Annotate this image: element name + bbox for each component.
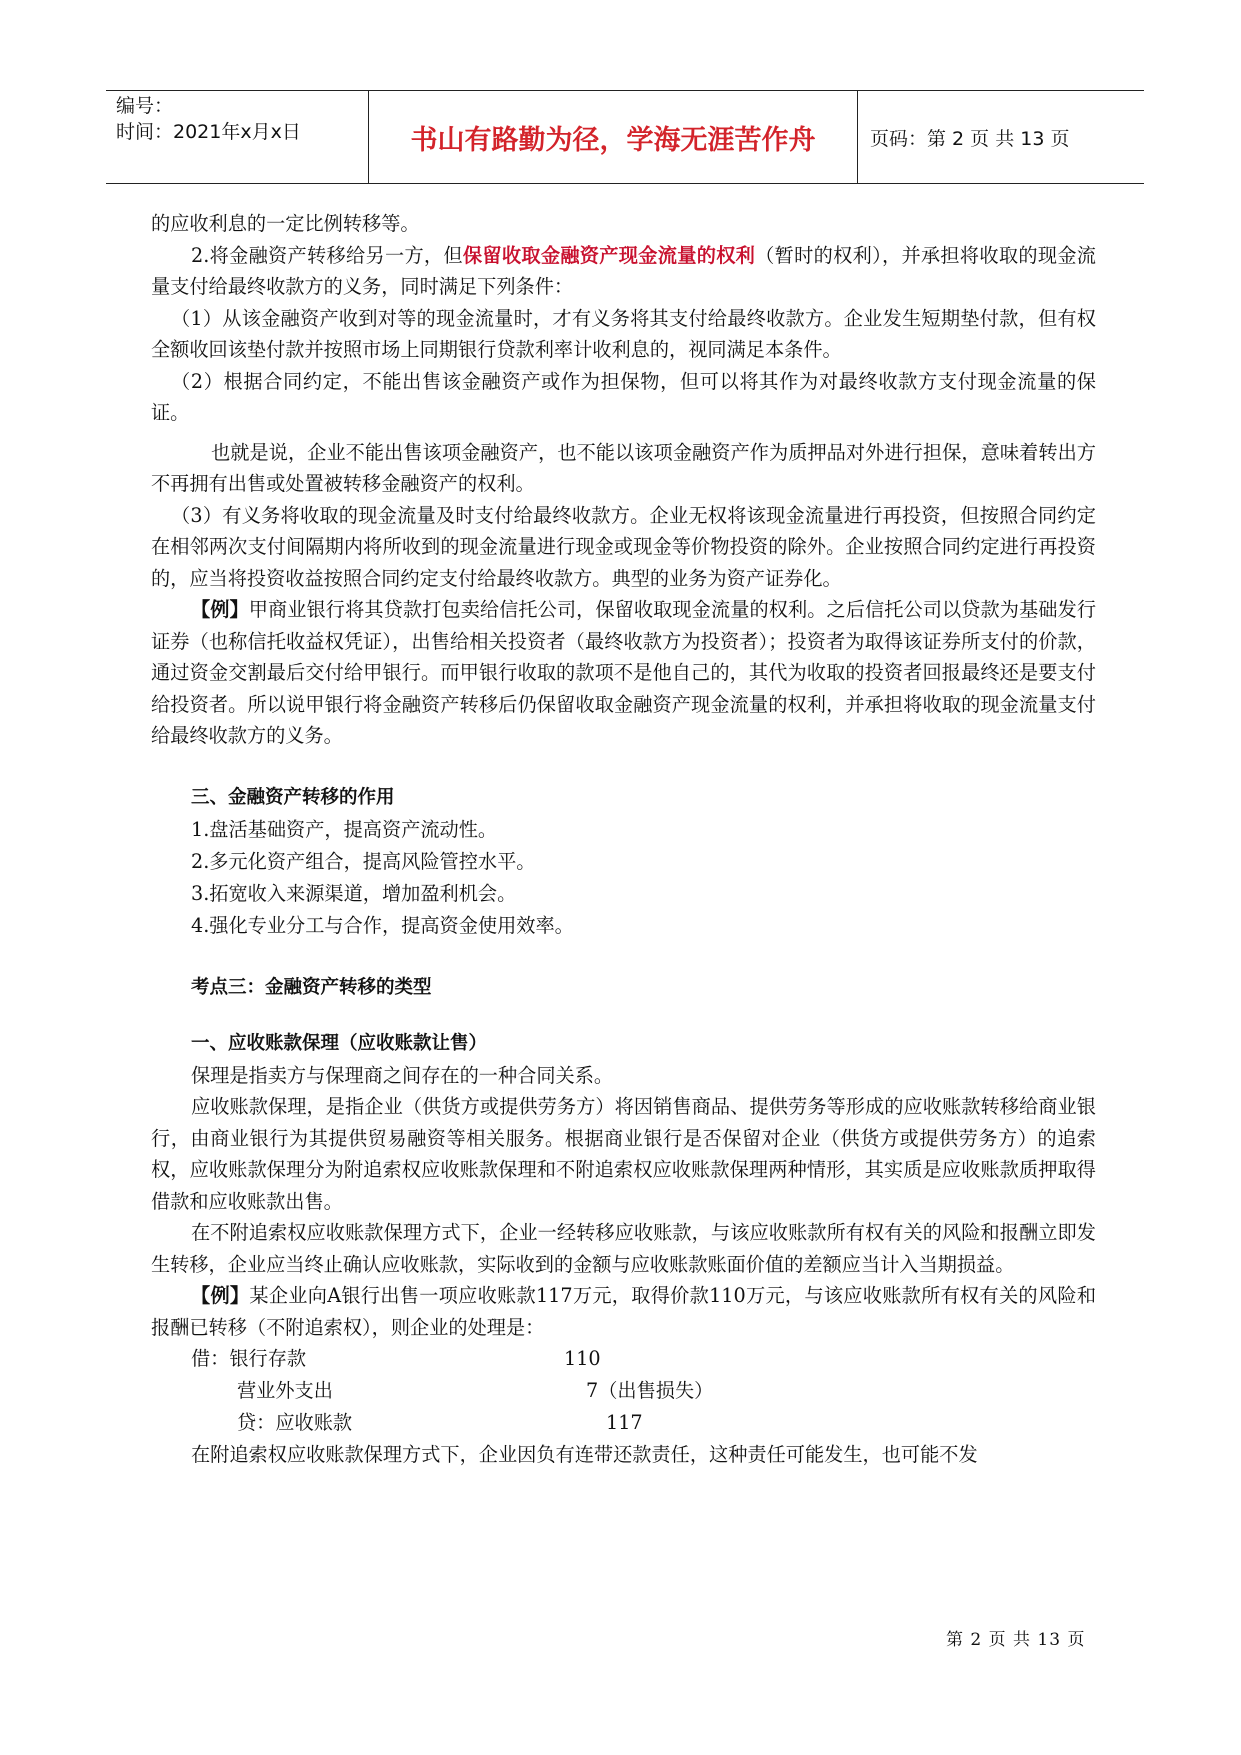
header-motto: 书山有路勤为径，学海无涯苦作舟 bbox=[368, 91, 858, 183]
list-item: 1.盘活基础资产，提高资产流动性。 bbox=[191, 817, 498, 841]
paragraph: （3）有义务将收取的现金流量及时支付给最终收款方。企业无权将该现金流量进行再投资，但按照合同约定在相邻两次支付间隔期内将所收到的现金流量进行现金或现金等价物投资的除外。企业按照合同约定进行再投资的，应当将投资收益按照合同约定支付给最终收款方。典型的业务为资产证券化。 bbox=[151, 503, 1096, 590]
entry-label: 贷：应收账款 bbox=[237, 1411, 353, 1434]
paragraph: （2）根据合同约定，不能出售该金融资产或作为担保物，但可以将其作为对最终收款方支付现金流量的保证。 bbox=[151, 369, 1096, 424]
entry-amount: 7（出售损失） bbox=[586, 1379, 714, 1402]
section-heading: 考点三：金融资产转移的类型 bbox=[191, 976, 432, 998]
text-span: 2.将金融资产转移给另一方，但 bbox=[191, 243, 463, 267]
entry-label: 营业外支出 bbox=[237, 1379, 333, 1402]
document-time-label: 时间：2021年x月x日 bbox=[116, 121, 301, 143]
text-span: （暂时的权利），并承担将收取的现金流量支付给最终收款方的义务，同时满足下列条件： bbox=[151, 243, 1096, 298]
list-item: 4.强化专业分工与合作，提高资金使用效率。 bbox=[191, 913, 574, 937]
example-tag: 【例】 bbox=[191, 598, 249, 621]
document-number-label: 编号： bbox=[116, 95, 174, 117]
journal-entry-row bbox=[151, 1343, 1096, 1375]
paragraph: 应收账款保理，是指企业（供货方或提供劳务方）将因销售商品、提供劳务等形成的应收账款转移给商业银行，由商业银行为其提供贸易融资等相关服务。根据商业银行是否保留对企业（供货方或提供劳务方）的追索权，应收账款保理分为附追索权应收账款保理和不附追索权应收账款保理两种情形，其实质是应收账款质押取得借款和应收账款出售。 bbox=[151, 1095, 1096, 1213]
paragraph: 保理是指卖方与保理商之间存在的一种合同关系。 bbox=[191, 1063, 614, 1087]
paragraph bbox=[151, 1280, 1096, 1343]
text-span: 甲商业银行将其贷款打包卖给信托公司，保留收取现金流量的权利。之后信托公司以贷款为基础发行证券（也称信托收益权凭证），出售给相关投资者（最终收款方为投资者）；投资者为取得该证券所支付的价款，通过资金交割最后交付给甲银行。而甲银行收取的款项不是他自己的，其代为收取的投资者回报最终还是要支付给投资者。所以说甲银行将金融资产转移后仍保留收取金融资产现金流量的权利，并承担将收取的现金流量支付给最终收款方的义务。 bbox=[151, 598, 1097, 747]
paragraph bbox=[151, 240, 1096, 303]
highlighted-text: 保留收取金融资产现金流量的权利 bbox=[462, 243, 756, 267]
example-tag: 【例】 bbox=[191, 1284, 250, 1307]
paragraph: 在不附追索权应收账款保理方式下，企业一经转移应收账款，与该应收账款所有权有关的风险和报酬立即发生转移，企业应当终止确认应收账款，实际收到的金额与应收账款账面价值的差额应当计入当期损益。 bbox=[151, 1221, 1096, 1276]
entry-amount: 117 bbox=[606, 1411, 643, 1434]
section-heading: 三、金融资产转移的作用 bbox=[191, 786, 395, 808]
entry-amount: 110 bbox=[564, 1347, 601, 1370]
paragraph: 也就是说，企业不能出售该项金融资产，也不能以该项金融资产作为质押品对外进行担保，意味着转出方不再拥有出售或处置被转移金融资产的权利。 bbox=[151, 440, 1096, 495]
paragraph bbox=[151, 594, 1096, 752]
page-footer: 第 2 页 共 13 页 bbox=[946, 1630, 1086, 1650]
journal-entry-row bbox=[151, 1407, 1096, 1439]
header-page-info: 页码：第 2 页 共 13 页 bbox=[870, 127, 1070, 150]
entry-label: 借：银行存款 bbox=[191, 1347, 307, 1370]
page-header bbox=[106, 90, 1144, 184]
list-item: 3.拓宽收入来源渠道，增加盈利机会。 bbox=[191, 881, 517, 905]
journal-entry-row bbox=[151, 1375, 1096, 1407]
document-body bbox=[151, 208, 1096, 1471]
paragraph: 的应收利息的一定比例转移等。 bbox=[151, 212, 420, 235]
header-meta bbox=[116, 91, 366, 183]
section-heading: 一、应收账款保理（应收账款让售） bbox=[191, 1032, 488, 1054]
paragraph: 在附追索权应收账款保理方式下，企业因负有连带还款责任，这种责任可能发生，也可能不发 bbox=[191, 1443, 978, 1466]
list-item: 2.多元化资产组合，提高风险管控水平。 bbox=[191, 849, 536, 873]
paragraph: （1）从该金融资产收到对等的现金流量时，才有义务将其支付给最终收款方。企业发生短期垫付款，但有权全额收回该垫付款并按照市场上同期银行贷款利率计收利息的，视同满足本条件。 bbox=[151, 306, 1096, 361]
text-span: 某企业向A银行出售一项应收账款117万元，取得价款110万元，与该应收账款所有权有关的风险和报酬已转移（不附追索权），则企业的处理是： bbox=[151, 1284, 1097, 1339]
